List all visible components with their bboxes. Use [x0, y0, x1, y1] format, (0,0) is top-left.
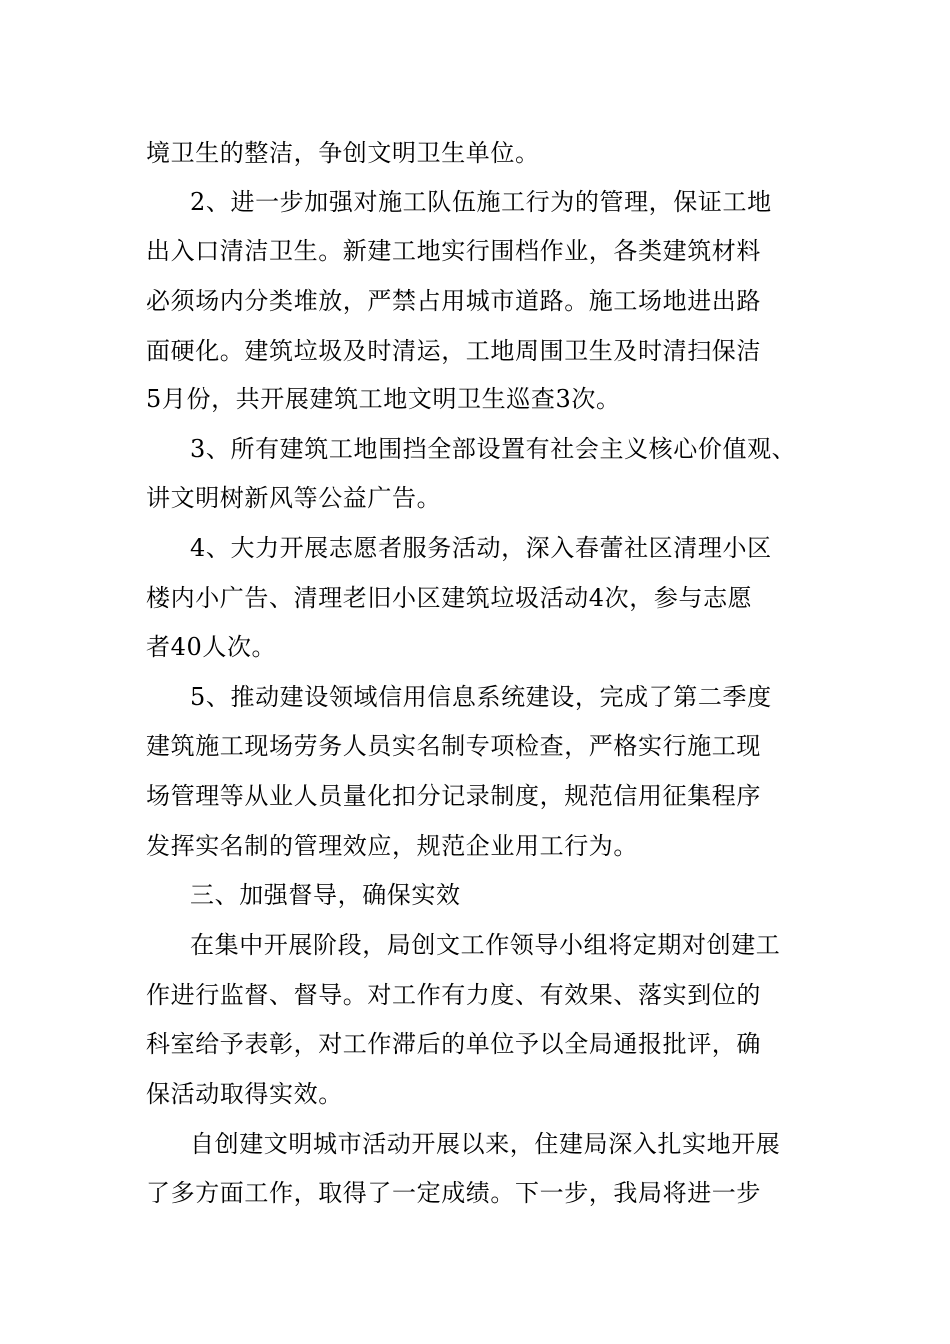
text-line-18: 作进行监督、督导。对工作有力度、有效果、落实到位的	[146, 981, 761, 1009]
text-line-14: 场管理等从业人员量化扣分记录制度，规范信用征集程序	[146, 782, 761, 810]
text-line-19: 科室给予表彰，对工作滞后的单位予以全局通报批评，确	[146, 1030, 761, 1058]
text-line-22: 了多方面工作，取得了一定成绩。下一步，我局将进一步	[146, 1179, 761, 1207]
text-line-11: 者40人次。	[146, 633, 277, 661]
text-line-5: 面硬化。建筑垃圾及时清运，工地周围卫生及时清扫保洁	[146, 337, 761, 365]
section-heading: 三、加强督导，确保实效	[190, 881, 461, 909]
text-line-4: 必须场内分类堆放，严禁占用城市道路。施工场地进出路	[146, 287, 761, 315]
text-line-7: 3、所有建筑工地围挡全部设置有社会主义核心价值观、	[190, 435, 797, 463]
text-line-21: 自创建文明城市活动开展以来，住建局深入扎实地开展	[190, 1130, 781, 1158]
text-line-6: 5月份，共开展建筑工地文明卫生巡查3次。	[146, 385, 621, 413]
text-line-3: 出入口清洁卫生。新建工地实行围档作业，各类建筑材料	[146, 237, 761, 265]
text-line-17: 在集中开展阶段，局创文工作领导小组将定期对创建工	[190, 931, 781, 959]
text-line-10: 楼内小广告、清理老旧小区建筑垃圾活动4次，参与志愿	[146, 584, 753, 612]
text-line-2: 2、进一步加强对施工队伍施工行为的管理，保证工地	[190, 188, 772, 216]
text-line-1: 境卫生的整洁，争创文明卫生单位。	[146, 139, 540, 167]
text-line-12: 5、推动建设领域信用信息系统建设，完成了第二季度	[190, 683, 772, 711]
text-line-15: 发挥实名制的管理效应，规范企业用工行为。	[146, 832, 638, 860]
text-line-8: 讲文明树新风等公益广告。	[146, 484, 442, 512]
text-line-9: 4、大力开展志愿者服务活动，深入春蕾社区清理小区	[190, 534, 772, 562]
text-line-13: 建筑施工现场劳务人员实名制专项检查，严格实行施工现	[146, 732, 761, 760]
text-line-20: 保活动取得实效。	[146, 1080, 343, 1108]
